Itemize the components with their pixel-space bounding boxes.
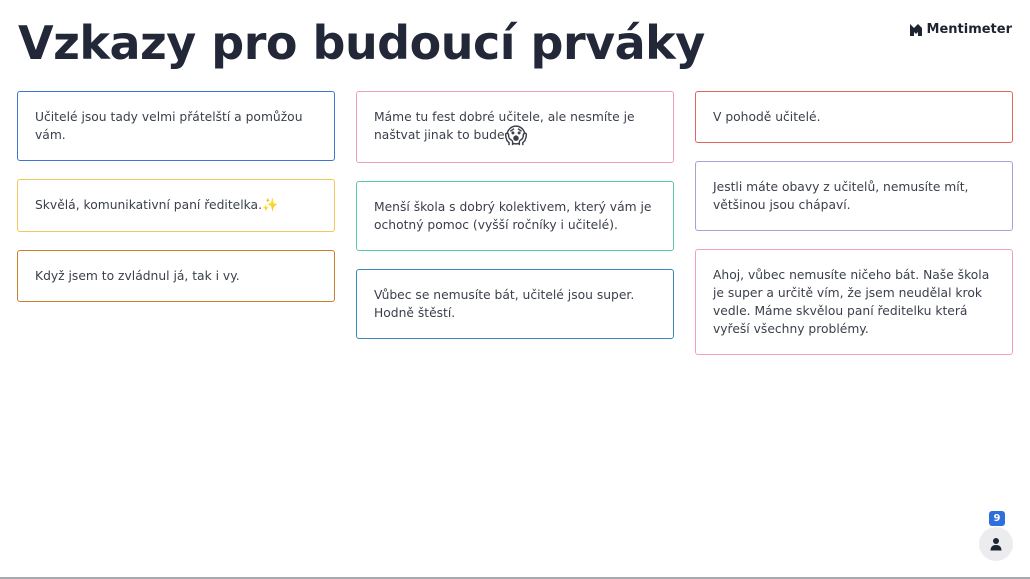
- brand-name: Mentimeter: [926, 22, 1012, 37]
- response-card: [695, 249, 1013, 355]
- response-text: Máme tu fest dobré učitele, ale nesmíte je naštvat jinak to bude: [374, 110, 635, 142]
- response-card: [17, 91, 335, 161]
- response-emoji: 😱: [504, 124, 528, 149]
- responses-column-1: [17, 91, 335, 320]
- participants-button[interactable]: [979, 513, 1013, 561]
- response-text: Učitelé jsou tady velmi přátelští a pomůžou vám.: [35, 110, 303, 142]
- person-icon: [989, 537, 1003, 551]
- response-card: [695, 91, 1013, 143]
- participant-count-badge: 9: [989, 511, 1005, 526]
- response-text: Vůbec se nemusíte bát, učitelé jsou super. Hodně štěstí.: [374, 288, 635, 320]
- response-card: [356, 181, 674, 251]
- slide-title: Vzkazy pro budoucí prváky: [18, 16, 705, 70]
- response-text: Ahoj, vůbec nemusíte ničeho bát. Naše škola je super a určitě vím, že jsem neudělal krok vedle. Máme skvělou paní ředitelku která vyřeší všechny problémy.: [713, 268, 990, 336]
- brand-logo: [910, 22, 1012, 37]
- responses-column-2: [356, 91, 674, 357]
- mentimeter-logo-icon: [910, 24, 922, 36]
- response-emoji: ✨: [262, 198, 279, 213]
- response-card: [17, 250, 335, 302]
- response-card: [17, 179, 335, 232]
- response-text: Jestli máte obavy z učitelů, nemusíte mít, většinou jsou chápaví.: [713, 180, 969, 212]
- response-text: Skvělá, komunikativní paní ředitelka.: [35, 198, 262, 212]
- response-card: [695, 161, 1013, 231]
- response-text: V pohodě učitelé.: [713, 110, 821, 124]
- response-card: [356, 91, 674, 163]
- response-card: [356, 269, 674, 339]
- responses-column-3: [695, 91, 1013, 373]
- response-text: Menší škola s dobrý kolektivem, který vám je ochotný pomoc (vyšší ročníky i učitelé).: [374, 200, 652, 232]
- response-text: Když jsem to zvládnul já, tak i vy.: [35, 269, 240, 283]
